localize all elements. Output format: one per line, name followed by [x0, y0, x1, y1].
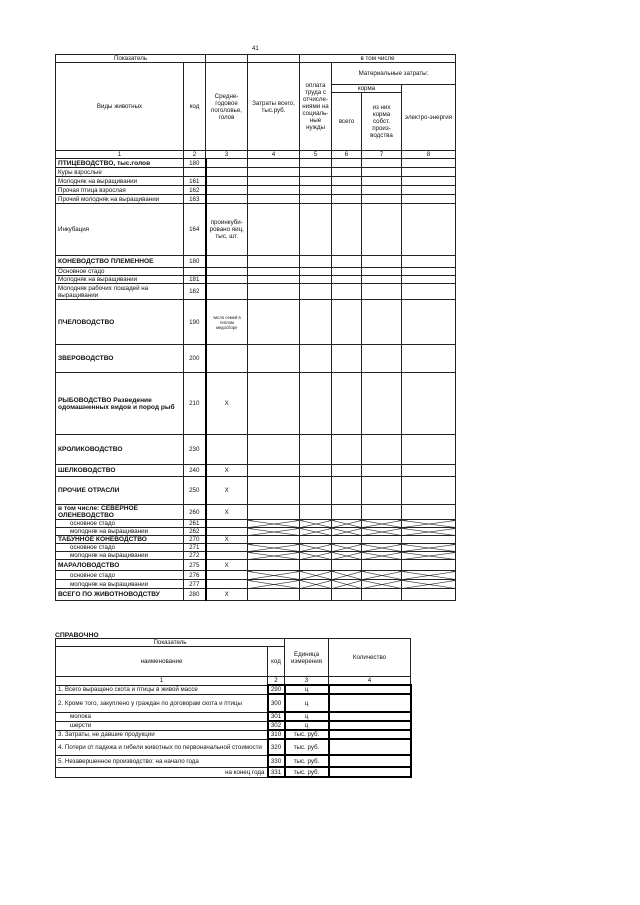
ref-header-kod: код — [268, 647, 285, 677]
table-row — [56, 256, 456, 268]
ref-row-name: 3. Затраты, не давшие продукции — [56, 730, 268, 739]
row-code: 164 — [184, 204, 206, 256]
crossed-cell — [332, 520, 362, 528]
table-row — [56, 276, 456, 284]
ref-row-unit: тыс. руб. — [285, 730, 329, 739]
ref-row-unit: тыс. руб. — [285, 739, 329, 755]
crossed-cell — [300, 571, 332, 580]
table-row — [56, 536, 456, 544]
ref-row-code: 310 — [268, 730, 285, 739]
row-note: проинкуби-ровано яиц, тыс. шт. — [206, 204, 248, 256]
row-note — [206, 580, 248, 589]
ref-row-name: 2. Кроме того, закуплено у граждан по договорам скота и птицы — [56, 694, 268, 712]
ref-row-unit: ц — [285, 685, 329, 694]
table-row — [56, 552, 456, 560]
ref-row-code: 302 — [268, 721, 285, 730]
ref-row-name: на конец года — [56, 767, 268, 777]
column-numbers-row: 1 2 3 4 5 6 7 8 — [56, 151, 456, 159]
crossed-cell — [402, 571, 456, 580]
crossed-cell — [332, 571, 362, 580]
row-name: основное стадо — [56, 571, 184, 580]
crossed-cell — [332, 544, 362, 552]
table-row — [56, 177, 456, 186]
row-note: X — [206, 373, 248, 435]
table-row — [56, 186, 456, 195]
row-code: 180 — [184, 256, 206, 268]
row-code: 276 — [184, 571, 206, 580]
crossed-cell — [362, 520, 402, 528]
table-row — [56, 268, 456, 276]
crossed-cell — [300, 528, 332, 536]
crossed-cell — [402, 580, 456, 589]
header-iz-nih: из них корма собст. произ-водства — [362, 93, 402, 151]
row-code: 275 — [184, 560, 206, 571]
ref-row-name: 1. Всего выращено скота и птицы в живой массе — [56, 685, 268, 694]
row-code: 260 — [184, 505, 206, 520]
row-name: молодняк на выращивании — [56, 528, 184, 536]
row-name: КРОЛИКОВОДСТВО — [56, 435, 184, 465]
header-kod: код — [184, 63, 206, 151]
row-note — [206, 552, 248, 560]
crossed-cell — [362, 544, 402, 552]
ref-column-numbers-row: 1 2 3 4 — [56, 677, 411, 686]
crossed-cell — [248, 544, 300, 552]
ref-table-row — [56, 712, 411, 721]
table-row — [56, 528, 456, 536]
row-note — [206, 435, 248, 465]
row-note — [206, 571, 248, 580]
ref-row-name: молока — [56, 712, 268, 721]
table-row — [56, 300, 456, 345]
reference-title: СПРАВОЧНО — [55, 632, 99, 639]
row-name: ПРОЧИЕ ОТРАСЛИ — [56, 477, 184, 505]
ref-table-row — [56, 730, 411, 739]
ref-table-row — [56, 685, 411, 694]
row-name: Инкубация — [56, 204, 184, 256]
row-name: РЫБОВОДСТВО Разведение одомашненных видов и пород рыб — [56, 373, 184, 435]
row-name: Прочий молодняк на выращивании — [56, 195, 184, 204]
row-code: 180 — [184, 159, 206, 168]
row-code: 200 — [184, 345, 206, 373]
row-name: Куры взрослые — [56, 168, 184, 177]
ref-table-row — [56, 767, 411, 777]
ref-table-row — [56, 739, 411, 755]
row-name: Прочая птица взрослая — [56, 186, 184, 195]
crossed-cell — [248, 528, 300, 536]
row-code: 250 — [184, 477, 206, 505]
row-code — [184, 268, 206, 276]
row-note: X — [206, 536, 248, 544]
ref-header-edinica: Единица измерения — [285, 639, 329, 677]
row-note: число семей в теплом медосборе — [206, 300, 248, 345]
row-code: 182 — [184, 284, 206, 300]
crossed-cell — [248, 580, 300, 589]
header-korma: корма — [332, 85, 402, 93]
crossed-cell — [362, 580, 402, 589]
ref-row-code: 290 — [268, 685, 285, 694]
row-note: X — [206, 465, 248, 477]
ref-header-naimenovanie: наименование — [56, 647, 268, 677]
row-name: Молодняк на выращивании — [56, 276, 184, 284]
ref-table-row — [56, 694, 411, 712]
row-note: X — [206, 589, 248, 601]
header-v-tom-chisle: в том числе — [300, 55, 456, 63]
table-row — [56, 159, 456, 168]
row-code: 277 — [184, 580, 206, 589]
crossed-cell — [402, 552, 456, 560]
row-note — [206, 528, 248, 536]
crossed-cell — [332, 580, 362, 589]
row-name: в том числе: СЕВЕРНОЕ ОЛЕНЕВОДСТВО — [56, 505, 184, 520]
table-row — [56, 465, 456, 477]
row-note — [206, 186, 248, 195]
row-note: X — [206, 505, 248, 520]
ref-row-code: 330 — [268, 755, 285, 767]
crossed-cell — [300, 544, 332, 552]
row-note: X — [206, 560, 248, 571]
crossed-cell — [248, 520, 300, 528]
row-name: КОНЕВОДСТВО ПЛЕМЕННОЕ — [56, 256, 184, 268]
ref-row-code: 331 — [268, 767, 285, 777]
table-row — [56, 505, 456, 520]
row-code: 190 — [184, 300, 206, 345]
crossed-cell — [332, 528, 362, 536]
row-note — [206, 520, 248, 528]
ref-row-name: 4. Потери от падежа и гибели животных по первоначальной стоимости — [56, 739, 268, 755]
ref-row-unit: ц — [285, 721, 329, 730]
table-row — [56, 195, 456, 204]
row-note — [206, 159, 248, 168]
ref-row-unit: тыс. руб. — [285, 755, 329, 767]
row-code: 210 — [184, 373, 206, 435]
row-note — [206, 276, 248, 284]
row-code: 163 — [184, 195, 206, 204]
ref-row-code: 300 — [268, 694, 285, 712]
table-row — [56, 571, 456, 580]
table-row — [56, 544, 456, 552]
row-name: молодняк на выращивании — [56, 552, 184, 560]
table-row — [56, 284, 456, 300]
row-note — [206, 284, 248, 300]
header-elektro: электро-энергия — [402, 85, 456, 151]
row-name: Молодняк на выращивании — [56, 177, 184, 186]
crossed-cell — [248, 552, 300, 560]
table-row — [56, 168, 456, 177]
row-code: 261 — [184, 520, 206, 528]
table-row — [56, 373, 456, 435]
row-code: 162 — [184, 186, 206, 195]
ref-row-name: 5. Незавершенное производство: на начало года — [56, 755, 268, 767]
header-material: Материальные затраты: — [332, 63, 456, 85]
ref-row-code: 301 — [268, 712, 285, 721]
crossed-cell — [402, 520, 456, 528]
ref-row-unit: тыс. руб. — [285, 767, 329, 777]
row-code: 280 — [184, 589, 206, 601]
table-row — [56, 477, 456, 505]
ref-table-row — [56, 755, 411, 767]
header-oplata: оплата труда с отчисле-ниями на социаль-ные нужды — [300, 63, 332, 151]
row-code: 161 — [184, 177, 206, 186]
crossed-cell — [248, 571, 300, 580]
row-code: 271 — [184, 544, 206, 552]
crossed-cell — [332, 552, 362, 560]
table-row — [56, 520, 456, 528]
page-number: 41 — [252, 46, 259, 52]
crossed-cell — [362, 552, 402, 560]
row-note: X — [206, 477, 248, 505]
row-name: ЗВЕРОВОДСТВО — [56, 345, 184, 373]
row-name: ШЕЛКОВОДСТВО — [56, 465, 184, 477]
ref-header-pokazatel: Показатель — [56, 639, 285, 647]
row-name: Молодняк рабочих лошадей на выращивании — [56, 284, 184, 300]
crossed-cell — [300, 520, 332, 528]
reference-table — [55, 638, 412, 778]
row-note — [206, 256, 248, 268]
ref-row-unit: ц — [285, 694, 329, 712]
ref-row-name: шерсти — [56, 721, 268, 730]
table-row — [56, 435, 456, 465]
row-name: ПТИЦЕВОДСТВО, тыс.голов — [56, 159, 184, 168]
table-row — [56, 589, 456, 601]
crossed-cell — [402, 544, 456, 552]
row-note — [206, 544, 248, 552]
table-row — [56, 560, 456, 571]
row-note — [206, 345, 248, 373]
crossed-cell — [362, 571, 402, 580]
table-row — [56, 580, 456, 589]
header-pokazatel: Показатель — [56, 55, 206, 63]
row-code — [184, 168, 206, 177]
ref-header-kolichestvo: Количество — [329, 639, 411, 677]
header-sredne: Средне-годовое поголовье, голов — [206, 63, 248, 151]
crossed-cell — [300, 580, 332, 589]
crossed-cell — [362, 528, 402, 536]
ref-row-unit: ц — [285, 712, 329, 721]
row-note — [206, 177, 248, 186]
row-name: ПЧЕЛОВОДСТВО — [56, 300, 184, 345]
row-note — [206, 168, 248, 177]
row-note — [206, 268, 248, 276]
row-name: ВСЕГО ПО ЖИВОТНОВОДСТВУ — [56, 589, 184, 601]
table-row — [56, 345, 456, 373]
row-code: 272 — [184, 552, 206, 560]
crossed-cell — [300, 552, 332, 560]
row-name: Основное стадо — [56, 268, 184, 276]
header-vsego: всего — [332, 93, 362, 151]
row-code: 240 — [184, 465, 206, 477]
row-name: молодняк на выращивании — [56, 580, 184, 589]
row-name: ТАБУННОЕ КОНЕВОДСТВО — [56, 536, 184, 544]
row-code: 270 — [184, 536, 206, 544]
ref-row-code: 320 — [268, 739, 285, 755]
crossed-cell — [402, 528, 456, 536]
row-code: 230 — [184, 435, 206, 465]
row-code: 262 — [184, 528, 206, 536]
row-name: основное стадо — [56, 520, 184, 528]
table-row — [56, 204, 456, 256]
row-code: 181 — [184, 276, 206, 284]
ref-table-row — [56, 721, 411, 730]
row-name: МАРАЛОВОДСТВО — [56, 560, 184, 571]
main-table — [55, 54, 456, 601]
header-vidy: Виды животных — [56, 63, 184, 151]
header-zatraty: Затраты всего, тыс.руб. — [248, 63, 300, 151]
row-note — [206, 195, 248, 204]
row-name: основное стадо — [56, 544, 184, 552]
